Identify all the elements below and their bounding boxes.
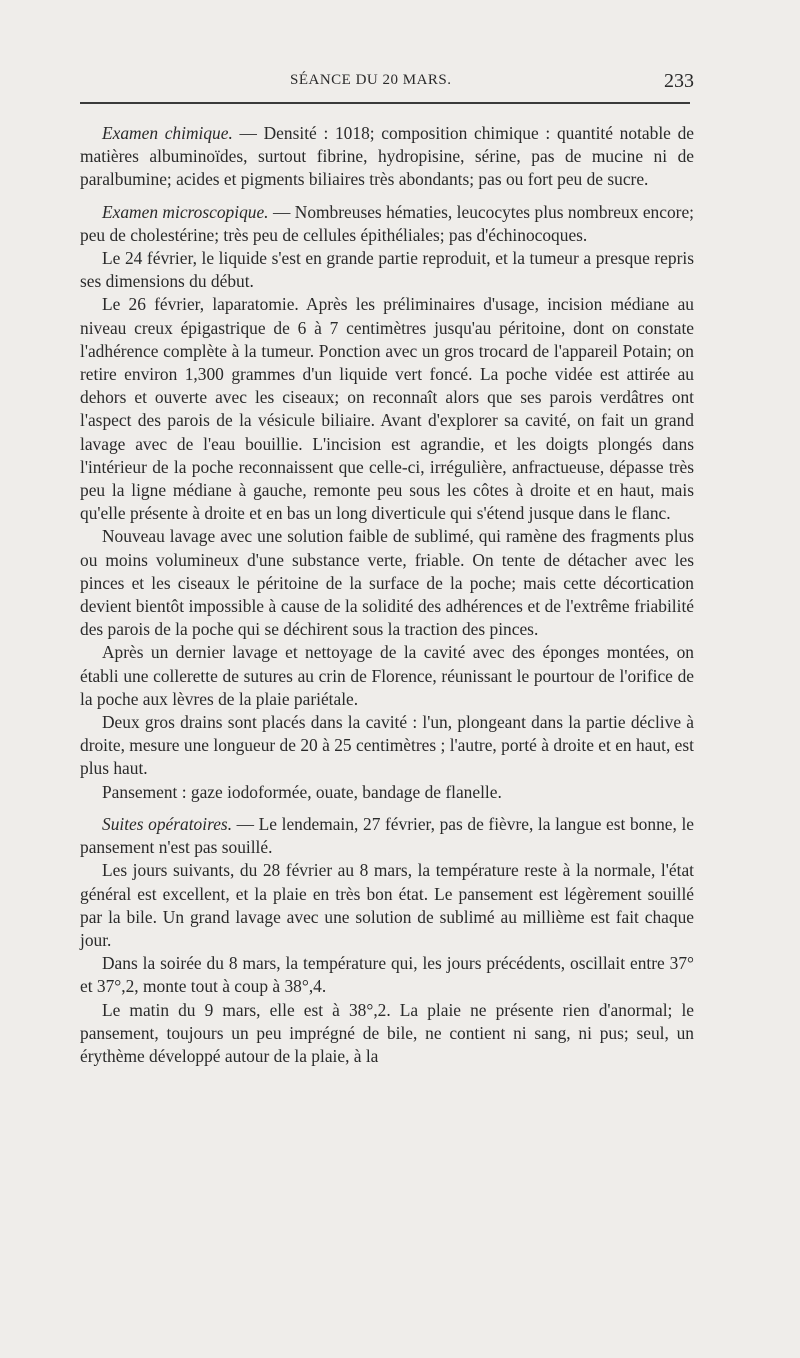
paragraph-text: Pansement : gaze iodoformée, ouate, bandage de flanelle. xyxy=(102,781,502,802)
paragraph xyxy=(80,122,694,192)
running-head: SÉANCE DU 20 MARS. xyxy=(290,72,452,88)
paragraph-text: Deux gros drains sont placés dans la cavité : l'un, plongeant dans la partie déclive à droite, mesure une longueur de 20 à 25 centimètres ; l'autre, porté à droite et en haut, est plus haut. xyxy=(80,712,694,779)
paragraph-text: Dans la soirée du 8 mars, la température qui, les jours précédents, oscillait entre 37° et 37°,2, monte tout à coup à 38°,4. xyxy=(80,953,694,997)
paragraph-text: — Densité : 1018; composition chimique : quantité notable de matières albuminoïdes, surtout fibrine, hydropisine, sérine, pas de mucine ni de paralbumine; acides et pigments biliaires très abondants; pas ou fort peu de sucre. xyxy=(80,123,694,190)
paragraph xyxy=(80,201,694,247)
paragraph-lead: Examen microscopique. xyxy=(102,201,269,222)
paragraph-text: Le 26 février, laparatomie. Après les préliminaires d'usage, incision médiane au niveau creux épigastrique de 6 à 7 centimètres jusqu'au péritoine, dont on constate l'adhérence complète à la tumeur. Ponction avec un gros trocard de l'appareil Potain; on retire environ 1,300 grammes d'un liquide vert foncé. La poche vidée est attirée au dehors et ouverte avec les ciseaux; on reconnaît alors que ses parois verdâtres ont l'aspect des parois de la vésicule biliaire. Avant d'explorer sa cavité, on fait un grand lavage avec de l'eau bouillie. L'incision est agrandie, et les doigts plongés dans l'intérieur de la poche reconnaissent que celle-ci, irrégulière, anfractueuse, dépasse très peu la ligne médiane à gauche, remonte peu sous les côtes à droite et en haut, mais qu'elle présente à droite et en bas un long diverticule qui s'étend jusque dans le flanc. xyxy=(80,294,694,524)
paragraph-text: Après un dernier lavage et nettoyage de la cavité avec des éponges montées, on établi une collerette de sutures au crin de Florence, réunissant le pourtour de l'orifice de la poche aux lèvres de la plaie pariétale. xyxy=(80,642,694,709)
header-rule xyxy=(80,102,690,104)
paragraph xyxy=(80,952,694,998)
paragraph-lead: Examen chimique. xyxy=(102,123,233,143)
paragraph xyxy=(80,999,694,1069)
page-header xyxy=(80,70,694,94)
body-text xyxy=(80,122,694,1068)
paragraph-text: Nouveau lavage avec une solution faible de sublimé, qui ramène des fragments plus ou moins volumineux d'une substance verte, friable. On tente de détacher avec les pinces et les ciseaux le péritoine de la surface de la poche; mais cette décortication devient bientôt impossible à cause de la solidité des adhérences et de l'extrême friabilité des parois de la poche qui se déchirent sous la traction des pinces. xyxy=(80,526,694,640)
paragraph-lead: Suites opératoires. xyxy=(102,813,233,834)
paragraph xyxy=(80,781,694,804)
paragraph-text: Les jours suivants, du 28 février au 8 mars, la température reste à la normale, l'état général est excellent, et la plaie en très bon état. Le pansement est légèrement souillé par la bile. Un grand lavage avec une solution de sublimé au millième est fait chaque jour. xyxy=(80,860,694,950)
paragraph xyxy=(80,859,694,952)
paragraph xyxy=(80,641,694,711)
paragraph xyxy=(80,293,694,525)
paragraph xyxy=(80,711,694,781)
paragraph xyxy=(80,813,694,859)
paragraph-text: Le 24 février, le liquide s'est en grande partie reproduit, et la tumeur a presque repris ses dimensions du début. xyxy=(80,248,694,292)
paragraph xyxy=(80,525,694,641)
paragraph xyxy=(80,247,694,293)
paragraph-text: Le matin du 9 mars, elle est à 38°,2. La plaie ne présente rien d'anormal; le pansement, toujours un peu imprégné de bile, ne contient ni sang, ni pus; seul, un érythème développé autour de la plaie, à la xyxy=(80,999,694,1066)
paragraph-text: — Le lendemain, 27 février, pas de fièvre, la langue est bonne, le pansement n'est pas souillé. xyxy=(80,813,694,858)
page-number: 233 xyxy=(664,70,694,92)
paragraph-text: — Nombreuses hématies, leucocytes plus nombreux encore; peu de cholestérine; très peu de cellules épithéliales; pas d'échinocoques. xyxy=(80,201,695,245)
